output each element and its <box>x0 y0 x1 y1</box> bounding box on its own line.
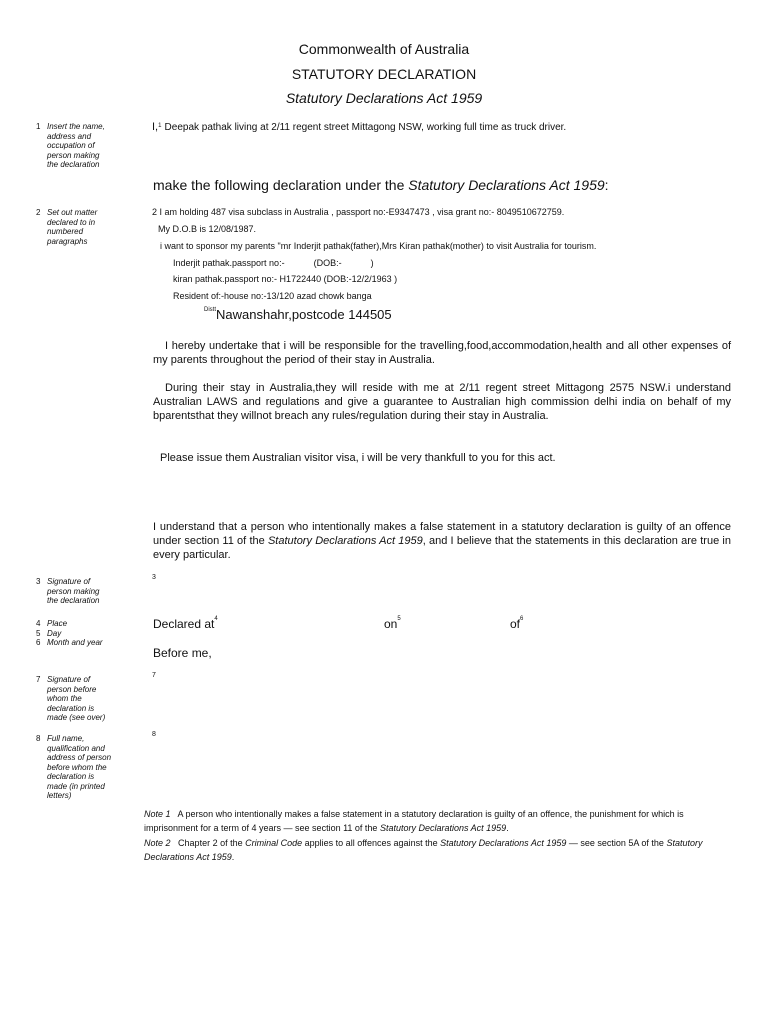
paragraph-visa: 2 I am holding 487 visa subclass in Australia , passport no:-E9347473 , visa grant no:- 8049510672759. <box>152 207 565 217</box>
note-1: Note 1 A person who intentionally makes a false statement in a statutory declaration is guilty of an offence, the punishment for which is imprisonment for a term of 4 years — see section 11 of the Statutory Declarations Act 1959. <box>144 809 684 833</box>
declared-of: $of^6$ <box>510 616 524 631</box>
signature-mark-3: 3 <box>152 574 156 581</box>
note-2: Note 2 Chapter 2 of the Criminal Code applies to all offences against the Statutory Declarations Act 1959 — see section 5A of the Statutory Declarations Act 1959. <box>144 838 703 862</box>
header-commonwealth: Commonwealth of Australia <box>298 41 470 57</box>
margin-note-place-day-month: 4 Place 5 Day 6 Month and year <box>36 619 103 647</box>
name-mark-8: 8 <box>152 731 156 738</box>
declared-at: Declared $at^4$ <box>153 616 218 631</box>
paragraph-resident: Resident of:-house no:-13/120 azad chowk banga <box>173 291 372 301</box>
header-title: STATUTORY DECLARATION <box>291 66 477 82</box>
header-act: Statutory Declarations Act 1959 <box>285 90 483 106</box>
paragraph-dob: My D.O.B is 12/08/1987. <box>158 224 257 234</box>
paragraph-district: $^{Distt}$Nawanshahr,postcode 144505 <box>204 307 392 322</box>
margin-note-7: 7 Signature of person before whom the declaration is made (see over) <box>36 675 106 722</box>
paragraph-undertake: I hereby undertake that i will be responsible for the travelling,food,accommodation,health and all other expenses of my parents throughout the period of their stay in Australia. <box>153 340 731 366</box>
declarant-line: I,$^1$ Deepak pathak living at 2/11 regent street Mittagong NSW, working full time as truck driver. <box>152 121 567 133</box>
before-me: Before me, <box>153 646 212 660</box>
margin-note-2: 2 Set out matter declared to in numbered paragraphs <box>36 208 98 246</box>
paragraph-mother-passport: kiran pathak.passport no:- H1722440 (DOB:-12/2/1963 ) <box>173 274 398 284</box>
paragraph-sponsor: i want to sponsor my parents "mr Inderjit pathak(father),Mrs Kiran pathak(mother) to visit Australia for tourism. <box>160 241 597 251</box>
paragraph-father-passport: Inderjit pathak.passport no:- (DOB:- ) <box>173 258 374 268</box>
margin-note-8: 8 Full name, qualification and address of person before whom the declaration is made (in printed letters) <box>36 734 112 800</box>
understand-paragraph: I understand that a person who intentionally makes a false statement in a statutory declaration is guilty of an offence under section 11 of the Statutory Declarations Act 1959, and I believe that the statements in this declaration are true in every particular. <box>153 521 731 561</box>
margin-note-1: 1 Insert the name, address and occupation of person making the declaration <box>36 122 105 169</box>
make-declaration-line: make the following declaration under the Statutory Declarations Act 1959: <box>153 177 609 193</box>
paragraph-request: Please issue them Australian visitor visa, i will be very thankfull to you for this act. <box>160 452 556 464</box>
paragraph-stay: During their stay in Australia,they will reside with me at 2/11 regent street Mittagong 2575 NSW.i understand Australian LAWS and regulations and give a guarantee to Australian high commission delhi india on behalf of my bparentsthat they willnot breach any rules/regulation during their stay in Australia. <box>153 382 731 422</box>
margin-note-3: 3 Signature of person making the declaration <box>36 577 100 605</box>
declared-on: $on^5$ <box>384 616 401 631</box>
signature-mark-7: 7 <box>152 672 156 679</box>
